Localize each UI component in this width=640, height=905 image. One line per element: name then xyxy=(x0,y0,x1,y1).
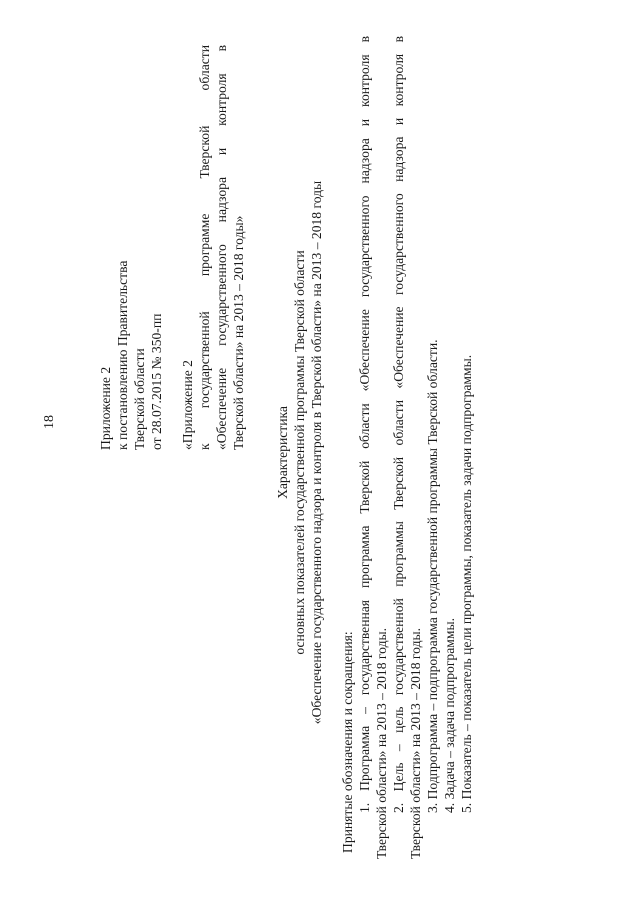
appendix-quote-line: «Приложение 2 xyxy=(180,360,195,450)
appendix-header-line: Приложение 2 xyxy=(98,366,113,450)
list-item: 5. Показатель – показатель цели программы, показатель задачи подпрограммы. xyxy=(459,354,474,813)
list-item-continuation: Тверской области» на 2013 – 2018 годы. xyxy=(408,627,423,859)
list-item: 2. Цель – цель государственной программы Тверской области «Обеспечение государственного надзора и контроля в xyxy=(391,36,406,813)
list-item-continuation: Тверской области» на 2013 – 2018 годы. xyxy=(374,627,389,859)
appendix-quote-line: к государственной программе Тверской области xyxy=(197,45,212,450)
appendix-quote-line: «Обеспечение государственного надзора и контроля в xyxy=(214,45,229,450)
abbreviations-intro: Принятые обозначения и сокращения: xyxy=(340,631,355,853)
appendix-header-line: от 28.07.2015 № 350-пп xyxy=(149,313,164,450)
appendix-header-line: к постановлению Правительства xyxy=(115,260,130,450)
title-line: основных показателей государственной программы Тверской области xyxy=(292,250,307,655)
title-line: Характеристика xyxy=(275,406,290,499)
page-number: 18 xyxy=(42,415,57,429)
title-line: «Обеспечение государственного надзора и контроля в Тверской области» на 2013 – 2018 годы xyxy=(309,180,324,725)
list-item: 4. Задача – задача подпрограммы. xyxy=(442,618,457,813)
appendix-quote-line: Тверской области» на 2013 – 2018 годы» xyxy=(231,215,246,450)
list-item: 3. Подпрограмма – подпрограмма государственной программы Тверской области. xyxy=(425,339,440,813)
appendix-header-line: Тверской области xyxy=(132,348,147,450)
list-item: 1. Программа – государственная программа Тверской области «Обеспечение государственного надзора и контроля в xyxy=(357,36,372,813)
